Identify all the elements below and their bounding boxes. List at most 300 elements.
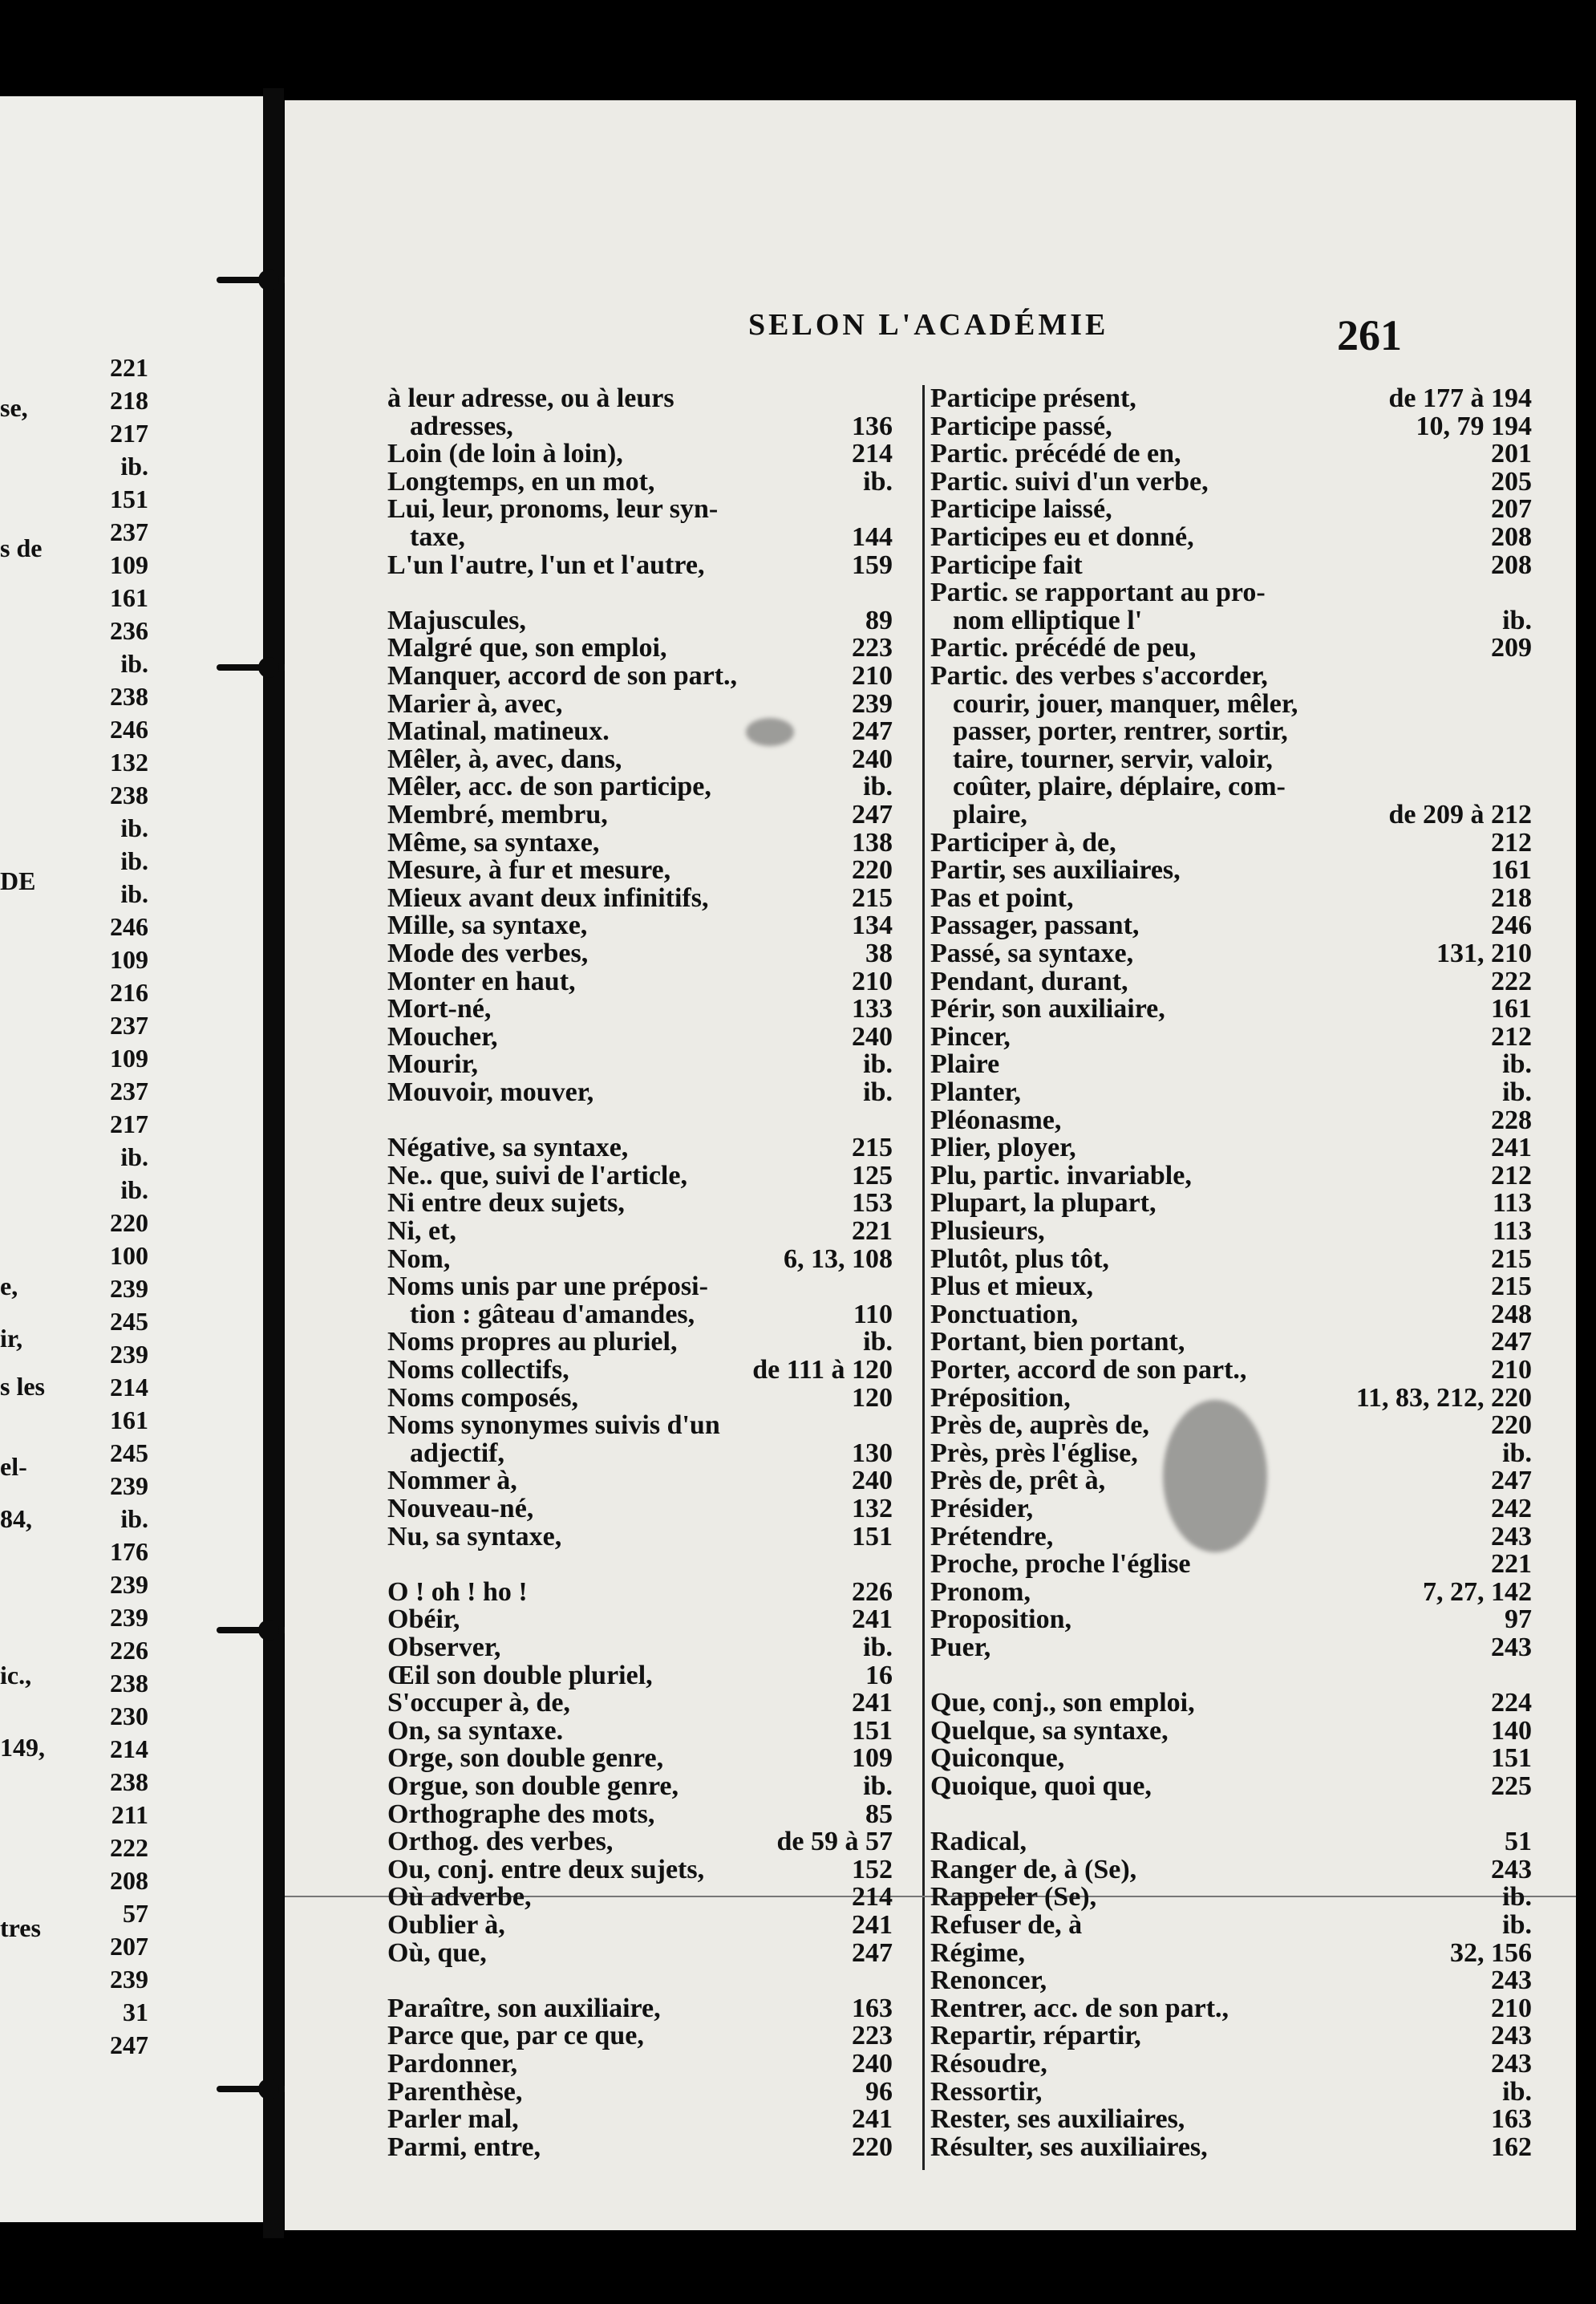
entry-page-ref: 6, 13, 108 (784, 1243, 893, 1274)
index-entry (930, 1134, 1532, 1161)
entry-page-ref: 215 (852, 1133, 893, 1163)
entry-term: Parler mal, (387, 2104, 519, 2135)
entry-term: taxe, (410, 522, 465, 552)
entry-page-ref: 225 (1491, 1771, 1532, 1801)
index-entry (930, 413, 1532, 440)
entry-page-ref: 221 (1491, 1549, 1532, 1580)
left-page-number: ib. (120, 1504, 148, 1533)
left-page-number: 208 (110, 1866, 148, 1895)
entry-page-ref: ib. (863, 1049, 893, 1080)
left-page-number: 217 (110, 1109, 148, 1138)
entry-term: Puer, (930, 1633, 991, 1662)
index-entry (387, 2104, 893, 2135)
entry-term: Périr, son auxiliaire, (930, 994, 1165, 1024)
entry-page-ref: 130 (852, 1438, 893, 1468)
entry-term: Planter, (930, 1077, 1022, 1107)
entry-term: Monter en haut, (387, 966, 576, 996)
entry-term: Partic. précédé de peu, (930, 633, 1197, 663)
entry-page-ref: 89 (865, 605, 893, 635)
entry-term: Pléonasme, (930, 1105, 1062, 1135)
index-entry (930, 1079, 1532, 1105)
left-page-number: 109 (110, 1044, 148, 1073)
left-page-number: 238 (110, 781, 148, 809)
entry-term: Nom, (387, 1243, 451, 1274)
entry-term: Participe laissé, (930, 494, 1112, 525)
entry-term: Radical, (930, 1827, 1027, 1857)
entry-page-ref: ib. (1502, 1049, 1532, 1080)
left-page-number: 207 (110, 1932, 148, 1961)
entry-page-ref: de 111 à 120 (752, 1355, 893, 1385)
left-page-number: 151 (110, 485, 148, 513)
entry-term: Mille, sa syntaxe, (387, 911, 588, 941)
entry-page-ref: 161 (1491, 855, 1532, 886)
entry-page-ref: 215 (1491, 1243, 1532, 1274)
index-entry (387, 1995, 893, 2022)
entry-term: Passé, sa syntaxe, (930, 939, 1134, 968)
index-entry (930, 1549, 1532, 1580)
entry-page-ref: ib. (863, 772, 893, 802)
index-entry (387, 1743, 893, 1774)
entry-term: Partic. se rapportant au pro- (930, 578, 1266, 608)
entry-page-ref: 220 (1491, 1410, 1532, 1441)
entry-term: Matinal, matineux. (387, 716, 610, 747)
index-entry (387, 716, 893, 747)
entry-page-ref: 208 (1491, 550, 1532, 580)
left-page-number: 247 (110, 2030, 148, 2059)
entry-term: Participe présent, (930, 383, 1136, 413)
entry-term: Ranger de, à (Se), (930, 1854, 1137, 1884)
index-entry (930, 635, 1532, 661)
entry-term: Majuscules, (387, 605, 526, 635)
index-entry (930, 1301, 1532, 1328)
entry-page-ref: 132 (852, 1494, 893, 1523)
left-page-fragment: 84, (0, 1504, 32, 1533)
index-entry (387, 882, 893, 913)
entry-page-ref: ib. (1502, 1882, 1532, 1913)
left-page-number: 239 (110, 1965, 148, 1994)
entry-term: Mieux avant deux infinitifs, (387, 882, 709, 913)
entry-page-ref: ib. (863, 1771, 893, 1801)
left-page-fragment: ir, (0, 1324, 23, 1353)
entry-page-ref: 97 (1505, 1604, 1532, 1635)
entry-page-ref: 113 (1492, 1188, 1532, 1219)
left-page-fragment: tres (0, 1913, 41, 1942)
index-entry (930, 1357, 1532, 1383)
entry-page-ref: 241 (1491, 1133, 1532, 1163)
entry-page-ref: 201 (1491, 439, 1532, 469)
left-page-number: 216 (110, 978, 148, 1007)
entry-page-ref: 218 (1491, 882, 1532, 913)
entry-term: Près de, auprès de, (930, 1410, 1149, 1441)
entry-term: Près, près l'église, (930, 1438, 1138, 1468)
entry-page-ref: 246 (1491, 911, 1532, 941)
left-page-number: 239 (110, 1603, 148, 1632)
entry-term: Plusieurs, (930, 1216, 1045, 1246)
left-page-number: ib. (120, 649, 148, 678)
entry-term: Obéir, (387, 1604, 460, 1635)
entry-page-ref: 10, 79 194 (1416, 411, 1532, 441)
left-page-number: 237 (110, 1011, 148, 1040)
entry-term: Rappeler (Se), (930, 1882, 1097, 1913)
entry-page-ref: ib. (1502, 1438, 1532, 1468)
entry-term: adresses, (410, 411, 513, 441)
left-page-number: 220 (110, 1208, 148, 1237)
entry-term: Ponctuation, (930, 1299, 1079, 1329)
entry-term: Malgré que, son emploi, (387, 633, 667, 663)
entry-term: Mort-né, (387, 994, 492, 1024)
entry-term: Résoudre, (930, 2049, 1047, 2079)
entry-term: Mêler, à, avec, dans, (387, 744, 622, 774)
index-entry (930, 494, 1532, 525)
entry-page-ref: 212 (1491, 1021, 1532, 1052)
index-entry (387, 579, 893, 606)
entry-page-ref: ib. (863, 1633, 893, 1662)
left-page-number: 132 (110, 748, 148, 777)
entry-page-ref: ib. (1502, 1910, 1532, 1940)
entry-term: Oublier à, (387, 1910, 505, 1940)
index-entry (387, 1049, 893, 1080)
entry-term: Mouvoir, mouver, (387, 1077, 594, 1107)
left-page-number: 239 (110, 1340, 148, 1369)
entry-term: Partic. des verbes s'accorder, (930, 661, 1268, 691)
entry-term: Noms composés, (387, 1382, 578, 1413)
entry-page-ref: 207 (1491, 494, 1532, 525)
entry-term: Noms collectifs, (387, 1355, 569, 1385)
entry-term: Plupart, la plupart, (930, 1188, 1156, 1219)
index-entry (930, 663, 1532, 689)
index-entry (930, 2050, 1532, 2077)
index-entry (930, 746, 1532, 773)
index-entry (930, 855, 1532, 886)
right-page (285, 100, 1576, 2230)
entry-page-ref: 243 (1491, 1521, 1532, 1552)
entry-term: Négative, sa syntaxe, (387, 1133, 629, 1163)
index-entry (930, 2104, 1532, 2135)
entry-term: Loin (de loin à loin), (387, 439, 623, 469)
index-entry (930, 440, 1532, 467)
entry-term: Nommer à, (387, 1466, 517, 1496)
left-page-fragment: e, (0, 1272, 18, 1300)
left-page-number: 246 (110, 715, 148, 744)
index-entry (930, 1828, 1532, 1855)
entry-term: Que, conj., son emploi, (930, 1688, 1195, 1718)
entry-term: Partir, ses auxiliaires, (930, 855, 1181, 886)
entry-term: Ni entre deux sujets, (387, 1188, 625, 1219)
entry-page-ref: 151 (1491, 1743, 1532, 1774)
entry-page-ref: 134 (852, 911, 893, 941)
index-entry (387, 1301, 893, 1328)
entry-page-ref: 144 (852, 522, 893, 552)
index-entry (387, 1328, 893, 1355)
entry-term: Noms unis par une préposi- (387, 1272, 708, 1302)
entry-page-ref: 240 (852, 2049, 893, 2079)
index-entry (387, 855, 893, 886)
left-page-number: 226 (110, 1636, 148, 1665)
left-page-number: 214 (110, 1373, 148, 1401)
entry-page-ref: 212 (1491, 827, 1532, 858)
entry-page-ref: 163 (852, 1993, 893, 2023)
entry-page-ref: 151 (852, 1521, 893, 1552)
entry-page-ref: ib. (863, 1077, 893, 1107)
entry-page-ref: 226 (852, 1576, 893, 1607)
entry-page-ref: 243 (1491, 2021, 1532, 2051)
running-header: SELON L'ACADÉMIE (748, 308, 1109, 342)
index-entry (930, 1773, 1532, 1799)
index-entry (930, 912, 1532, 939)
entry-page-ref: 214 (852, 1882, 893, 1913)
index-entry (387, 552, 893, 578)
entry-term: Parmi, entre, (387, 2132, 541, 2162)
left-page-number: 100 (110, 1241, 148, 1270)
entry-page-ref: 151 (852, 1715, 893, 1746)
entry-term: Proche, proche l'église (930, 1549, 1191, 1580)
entry-term: Parenthèse, (387, 2076, 523, 2107)
index-entry (387, 1134, 893, 1161)
left-page-fragment: s les (0, 1372, 45, 1401)
index-entry (387, 2022, 893, 2049)
entry-page-ref: 120 (852, 1382, 893, 1413)
entry-page-ref: 85 (865, 1799, 893, 1829)
left-page-number: ib. (120, 813, 148, 842)
entry-page-ref: 110 (853, 1299, 893, 1329)
index-entry (930, 1049, 1532, 1080)
entry-page-ref: 140 (1491, 1715, 1532, 1746)
index-entry (387, 1828, 893, 1855)
entry-page-ref: 51 (1505, 1827, 1532, 1857)
entry-page-ref: 215 (852, 882, 893, 913)
entry-term: plaire, (953, 800, 1027, 830)
entry-page-ref: 220 (852, 855, 893, 886)
entry-term: Plu, partic. invariable, (930, 1160, 1192, 1191)
entry-term: Plier, ployer, (930, 1133, 1076, 1163)
entry-page-ref: 205 (1491, 466, 1532, 497)
column-divider (922, 385, 925, 2170)
left-page-number: 239 (110, 1274, 148, 1303)
index-entry (387, 1467, 893, 1494)
entry-term: Résulter, ses auxiliaires, (930, 2132, 1208, 2162)
index-entry (387, 607, 893, 634)
left-page-number: 109 (110, 945, 148, 974)
entry-term: S'occuper à, de, (387, 1688, 570, 1718)
index-entry (930, 1273, 1532, 1300)
entry-term: Mêler, acc. de son participe, (387, 772, 711, 802)
left-page-number: 161 (110, 1406, 148, 1434)
entry-term: Pas et point, (930, 882, 1074, 913)
index-entry (930, 1107, 1532, 1134)
entry-page-ref: 243 (1491, 1633, 1532, 1662)
entry-page-ref: 247 (1491, 1466, 1532, 1496)
index-entry (930, 773, 1532, 800)
index-entry (930, 1995, 1532, 2022)
index-entry (387, 1357, 893, 1383)
index-entry (930, 524, 1532, 550)
index-entry (387, 801, 893, 828)
entry-term: On, sa syntaxe. (387, 1715, 564, 1746)
entry-page-ref: 210 (852, 661, 893, 691)
index-entry (387, 524, 893, 550)
entry-page-ref: 210 (852, 966, 893, 996)
entry-term: Mesure, à fur et mesure, (387, 855, 671, 886)
left-page-number: 237 (110, 517, 148, 546)
left-page-fragment: s de (0, 533, 43, 562)
entry-term: Partic. suivi d'un verbe, (930, 466, 1209, 497)
entry-page-ref: 241 (852, 1688, 893, 1718)
entry-term: nom elliptique l' (953, 605, 1143, 635)
entry-page-ref: ib. (1502, 605, 1532, 635)
entry-term: Partic. précédé de en, (930, 439, 1181, 469)
left-page-number: 239 (110, 1570, 148, 1599)
entry-page-ref: 152 (852, 1854, 893, 1884)
index-entry (930, 1715, 1532, 1746)
entry-term: courir, jouer, manquer, mêler, (953, 688, 1298, 719)
index-entry (930, 385, 1532, 412)
stain (746, 718, 794, 746)
index-entry (930, 1801, 1532, 1827)
left-page-number: 230 (110, 1702, 148, 1730)
index-entry (387, 996, 893, 1022)
index-entry (387, 1162, 893, 1189)
index-entry (387, 1773, 893, 1799)
entry-page-ref: 239 (852, 688, 893, 719)
entry-term: Plus et mieux, (930, 1272, 1094, 1302)
index-entry (387, 1576, 893, 1607)
index-entry (930, 2134, 1532, 2160)
left-page-number: 245 (110, 1307, 148, 1336)
left-page (0, 96, 277, 2222)
entry-page-ref: 7, 27, 142 (1423, 1576, 1532, 1607)
index-entry (387, 663, 893, 689)
entry-page-ref: de 209 à 212 (1388, 800, 1532, 830)
index-entry (387, 1715, 893, 1746)
stain (1163, 1400, 1267, 1552)
index-entry (387, 1689, 893, 1716)
entry-page-ref: 113 (1492, 1216, 1532, 1246)
index-entry (387, 440, 893, 467)
index-entry (387, 1218, 893, 1244)
entry-term: Orge, son double genre, (387, 1743, 664, 1774)
index-entry (930, 1218, 1532, 1244)
index-entry (387, 1801, 893, 1827)
index-entry (930, 1689, 1532, 1716)
index-entry (387, 912, 893, 939)
left-page-number: ib. (120, 879, 148, 908)
index-entry (387, 466, 893, 497)
left-page-number: 214 (110, 1734, 148, 1763)
left-page-number: ib. (120, 1142, 148, 1171)
entry-page-ref: 223 (852, 2021, 893, 2051)
entry-page-ref: 162 (1491, 2132, 1532, 2162)
entry-page-ref: 241 (852, 1604, 893, 1635)
entry-term: Plaire (930, 1049, 1000, 1080)
index-entry (387, 1882, 893, 1913)
entry-term: Noms propres au pluriel, (387, 1327, 678, 1357)
left-page-fragment: 149, (0, 1733, 45, 1762)
entry-page-ref: 96 (865, 2076, 893, 2107)
index-entry (930, 2022, 1532, 2049)
left-page-number: 217 (110, 419, 148, 448)
index-entry (930, 1937, 1532, 1968)
entry-term: à leur adresse, ou à leurs (387, 383, 674, 413)
entry-term: passer, porter, rentrer, sortir, (953, 716, 1288, 747)
entry-term: Œil son double pluriel, (387, 1660, 653, 1690)
left-page-number: 238 (110, 1767, 148, 1796)
left-page-number: 239 (110, 1471, 148, 1500)
entry-page-ref: 138 (852, 827, 893, 858)
entry-term: Membré, membru, (387, 800, 608, 830)
index-entry (930, 1328, 1532, 1355)
entry-page-ref: 242 (1491, 1494, 1532, 1523)
entry-term: Ni, et, (387, 1216, 456, 1246)
index-entry (930, 1967, 1532, 1994)
index-entry (930, 996, 1532, 1022)
entry-term: Orgue, son double genre, (387, 1771, 679, 1801)
entry-page-ref: 247 (1491, 1327, 1532, 1357)
index-entry (387, 2050, 893, 2077)
entry-term: Observer, (387, 1633, 501, 1662)
index-entry (930, 466, 1532, 497)
index-entry (387, 773, 893, 800)
entry-page-ref: 109 (852, 1743, 893, 1774)
index-entry (387, 1856, 893, 1883)
entry-page-ref: ib. (863, 466, 893, 497)
entry-term: Présider, (930, 1494, 1034, 1523)
entry-page-ref: 136 (852, 411, 893, 441)
entry-page-ref: 125 (852, 1160, 893, 1191)
entry-term: Refuser de, à (930, 1910, 1083, 1940)
index-entry (930, 968, 1532, 995)
entry-page-ref: de 177 à 194 (1388, 383, 1532, 413)
entry-term: Paraître, son auxiliaire, (387, 1993, 661, 2023)
entry-term: O ! oh ! ho ! (387, 1576, 528, 1607)
entry-page-ref: 247 (852, 1937, 893, 1968)
left-page-number: 57 (123, 1899, 148, 1928)
index-entry (930, 688, 1532, 719)
index-entry (930, 1576, 1532, 1607)
entry-term: Nouveau-né, (387, 1494, 534, 1523)
index-entry (387, 1273, 893, 1300)
index-entry (387, 827, 893, 858)
left-page-number: 211 (111, 1800, 148, 1829)
entry-term: Nu, sa syntaxe, (387, 1521, 562, 1552)
entry-term: Même, sa syntaxe, (387, 827, 600, 858)
index-entry (387, 1440, 893, 1466)
entry-page-ref: 161 (1491, 994, 1532, 1024)
left-page-number: 109 (110, 550, 148, 579)
entry-term: Passager, passant, (930, 911, 1140, 941)
index-entry (930, 607, 1532, 634)
left-page-number: 236 (110, 616, 148, 645)
index-entry (930, 1021, 1532, 1052)
index-entry (387, 1937, 893, 1968)
entry-page-ref: 248 (1491, 1299, 1532, 1329)
index-entry (930, 882, 1532, 913)
entry-page-ref: ib. (863, 1327, 893, 1357)
index-entry (930, 579, 1532, 606)
left-page-fragment: DE (0, 866, 36, 895)
index-entry (930, 552, 1532, 578)
index-entry (387, 1079, 893, 1105)
left-page-number: ib. (120, 452, 148, 481)
index-entry (387, 940, 893, 967)
entry-page-ref: 16 (865, 1660, 893, 1690)
left-page-number: 221 (110, 353, 148, 382)
entry-page-ref: 38 (865, 939, 893, 968)
index-entry (387, 1912, 893, 1938)
entry-page-ref: 210 (1491, 1355, 1532, 1385)
entry-term: Près de, prêt à, (930, 1466, 1106, 1496)
index-entry (387, 494, 893, 525)
entry-page-ref: 32, 156 (1450, 1937, 1532, 1968)
